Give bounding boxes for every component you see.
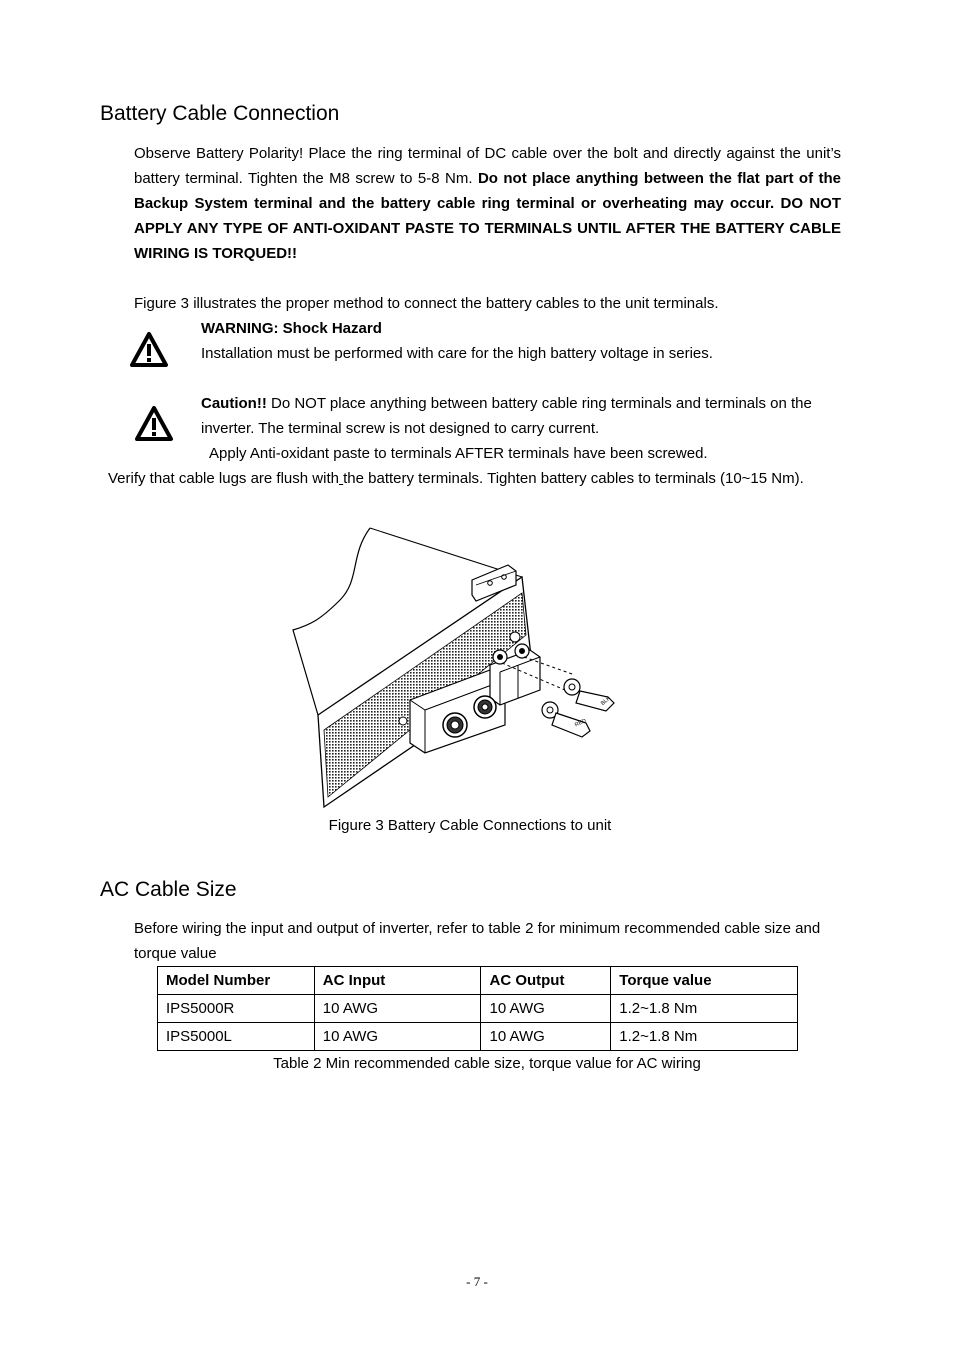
verify-paragraph: [108, 466, 828, 491]
warning-title: WARNING: Shock Hazard: [201, 320, 382, 337]
battery-cable-figure: [290, 525, 620, 810]
red-cable-label: RED: [574, 718, 588, 729]
table-cell: 10 AWG: [481, 1023, 611, 1051]
table-cell: IPS5000L: [158, 1023, 315, 1051]
table-row: [158, 995, 798, 1023]
table-caption: Table 2 Min recommended cable size, torque value for AC wiring: [273, 1055, 701, 1072]
table-cell: 1.2~1.8 Nm: [611, 1023, 798, 1051]
table-header-torque: Torque value: [611, 967, 798, 995]
battery-instructions-normal: Observe Battery Polarity! Place the ring terminal of DC cable over the bolt and directly against the unit’s battery terminal. Tighten the M8 screw to 5-8 Nm.: [134, 145, 841, 187]
warning-triangle-icon: [129, 331, 169, 369]
table-header-row: [158, 967, 798, 995]
table-header-ac-input: AC Input: [314, 967, 481, 995]
table-cell: 10 AWG: [314, 1023, 481, 1051]
warning-text: Installation must be performed with care for the high battery voltage in series.: [201, 345, 713, 362]
page-number: - 7 -: [466, 1274, 488, 1289]
figure-caption: Figure 3 Battery Cable Connections to unit: [328, 817, 612, 834]
figure-reference-paragraph: Figure 3 illustrates the proper method to connect the battery cables to the unit terminals.: [134, 295, 719, 312]
battery-instructions-bold: Do not place anything between the flat part of the Backup System terminal and the battery cable ring terminal or overheating may occur. DO NOT APPLY ANY TYPE OF ANTI-OXIDANT PASTE TO TERMINALS UNTIL AFTER THE BATTERY CABLE WIRING IS TORQUED!!: [134, 170, 841, 262]
table-cell: 1.2~1.8 Nm: [611, 995, 798, 1023]
table-row: [158, 1023, 798, 1051]
verify-text-1: Verify that cable lugs are flush with: [108, 470, 339, 487]
caution-text: Do NOT place anything between battery cable ring terminals and terminals on the inverter. The terminal screw is not designed to carry current.: [201, 395, 812, 437]
caution-triangle-icon: [134, 405, 174, 443]
table-header-model: Model Number: [158, 967, 315, 995]
table-cell: 10 AWG: [481, 995, 611, 1023]
caution-label: Caution!!: [201, 395, 267, 412]
caution-antioxidant-line: Apply Anti-oxidant paste to terminals AFTER terminals have been screwed.: [209, 445, 708, 462]
section-heading-battery: Battery Cable Connection: [100, 102, 340, 125]
ac-cable-intro: Before wiring the input and output of inverter, refer to table 2 for minimum recommended cable size and torque value: [134, 920, 821, 962]
blk-cable-label: BLK: [600, 695, 612, 707]
verify-text-2: the battery terminals. Tighten battery cables to terminals (10~15 Nm).: [343, 470, 804, 487]
battery-instructions-paragraph: [134, 141, 841, 266]
table-header-ac-output: AC Output: [481, 967, 611, 995]
caution-paragraph: [201, 391, 841, 441]
section-heading-ac-cable: AC Cable Size: [100, 878, 237, 901]
ac-cable-table: [157, 966, 798, 1051]
table-cell: IPS5000R: [158, 995, 315, 1023]
table-cell: 10 AWG: [314, 995, 481, 1023]
